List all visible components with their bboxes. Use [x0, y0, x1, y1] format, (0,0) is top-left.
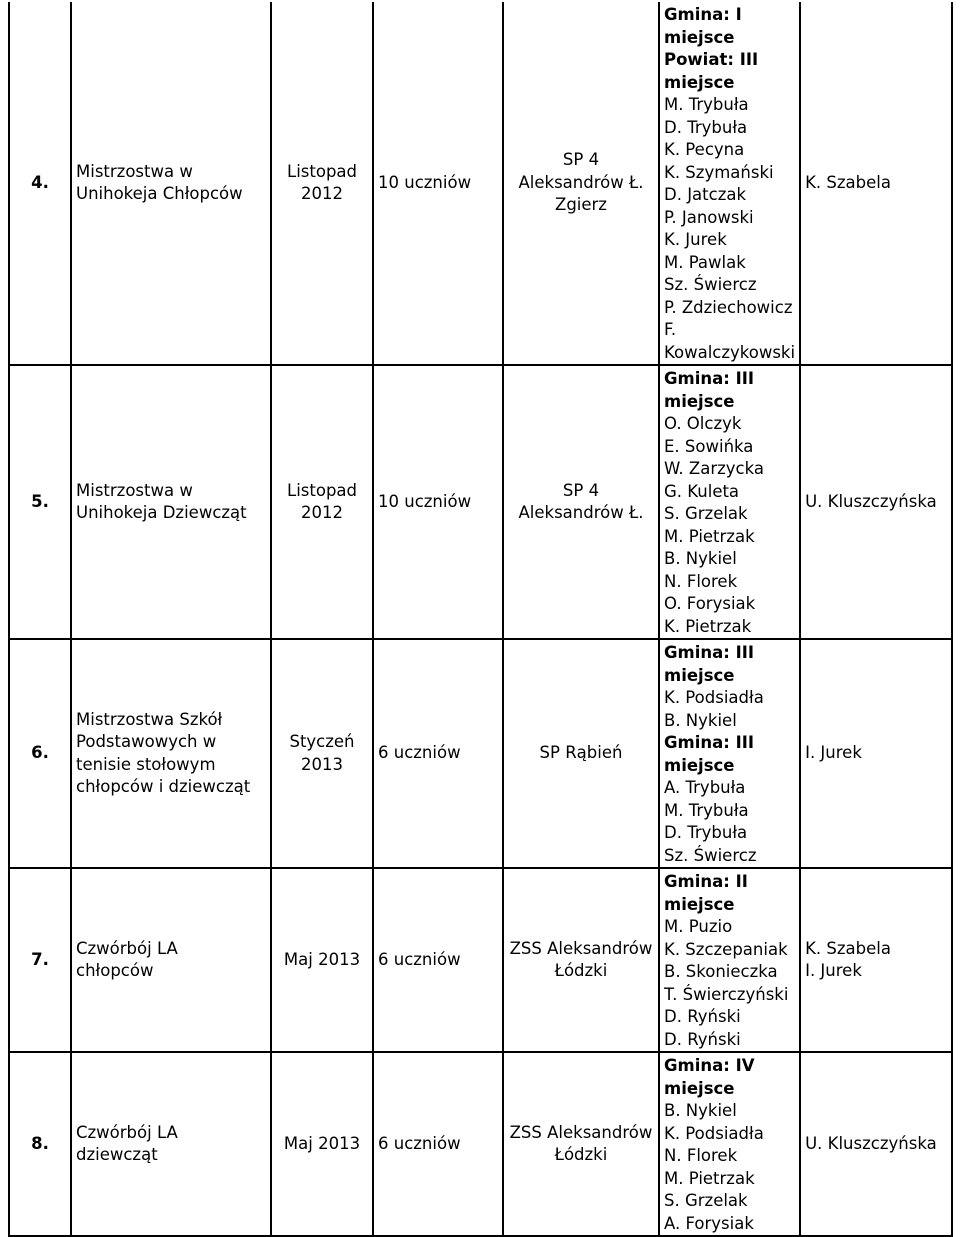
teacher-name	[800, 1052, 952, 1236]
participant-name: M. Pawlak	[664, 252, 746, 272]
event-date-text: Maj 2013	[283, 1133, 361, 1153]
event-date	[271, 365, 373, 639]
row-number-text: 7.	[31, 949, 49, 969]
event-location	[503, 639, 659, 868]
participant-name: M. Pietrzak	[664, 526, 755, 546]
teacher-name	[800, 365, 952, 639]
event-location	[503, 868, 659, 1052]
event-date	[271, 639, 373, 868]
event-name	[71, 365, 271, 639]
row-number	[9, 1052, 71, 1236]
event-location-text: SP 4 Aleksandrów Ł.	[518, 480, 644, 522]
competition-results-table	[8, 2, 953, 1237]
event-location	[503, 1052, 659, 1236]
results-cell	[659, 868, 800, 1052]
participant-name: F. Kowalczykowski	[664, 320, 796, 362]
participant-name: P. Janowski	[664, 207, 754, 227]
participant-name: W. Zarzycka	[664, 459, 764, 478]
participant-name: N. Florek	[664, 1146, 738, 1165]
row-number	[9, 2, 71, 365]
table-row	[9, 2, 952, 365]
participant-name: D. Ryński	[664, 1029, 741, 1049]
participant-name: D. Trybuła	[664, 117, 748, 137]
participant-count	[373, 2, 503, 365]
row-number	[9, 639, 71, 868]
event-name-text: Czwórbój LA dziewcząt	[76, 1122, 178, 1164]
event-name-text: Mistrzostwa Szkół Podstawowych w tenisie stołowym chłopców i dziewcząt	[76, 709, 251, 796]
event-name	[71, 1052, 271, 1236]
participant-name: K. Pecyna	[664, 140, 745, 159]
event-date	[271, 2, 373, 365]
participant-count-text: 10 uczniów	[378, 172, 472, 192]
participant-name: K. Podsiadła	[664, 688, 764, 707]
participant-count	[373, 365, 503, 639]
teacher-name-text: U. Kluszczyńska	[805, 1133, 937, 1153]
placement-heading: Gmina: II miejsce	[664, 872, 748, 914]
row-number-text: 6.	[31, 743, 49, 763]
participant-name: E. Sowińka	[664, 436, 754, 456]
teacher-name-text: U. Kluszczyńska	[805, 491, 937, 511]
event-location-text: SP Rąbień	[539, 743, 623, 763]
participant-name: M. Puzio	[664, 917, 733, 936]
table-row	[9, 868, 952, 1052]
event-name-text: Mistrzostwa w Unihokeja Dziewcząt	[76, 480, 247, 522]
placement-heading: Gmina: III miejsce	[664, 643, 755, 685]
participant-name: D. Ryński	[664, 1007, 741, 1026]
results-cell	[659, 639, 800, 868]
participant-name: S. Grzelak	[664, 504, 748, 523]
participant-name: M. Pietrzak	[664, 1168, 755, 1188]
participant-name: G. Kuleta	[664, 481, 740, 501]
participant-name: K. Podsiadła	[664, 1123, 764, 1143]
event-name-text: Czwórbój LA chłopców	[76, 938, 178, 980]
participant-count	[373, 868, 503, 1052]
event-location	[503, 2, 659, 365]
row-number-text: 5.	[31, 491, 49, 511]
participant-name: B. Nykiel	[664, 549, 737, 568]
participant-name: Sz. Świercz	[664, 845, 757, 865]
event-name	[71, 639, 271, 868]
teacher-name-text: I. Jurek	[805, 743, 862, 763]
row-number	[9, 365, 71, 639]
teacher-name-text: K. Szabela	[805, 172, 891, 192]
event-location	[503, 365, 659, 639]
participant-name: S. Grzelak	[664, 1191, 748, 1210]
participant-name: A. Trybuła	[664, 778, 746, 797]
participant-count-text: 6 uczniów	[378, 949, 461, 969]
participant-name: O. Olczyk	[664, 414, 742, 433]
participant-name: K. Jurek	[664, 230, 727, 249]
placement-heading: Gmina: III miejsce	[664, 733, 755, 775]
teacher-name	[800, 868, 952, 1052]
participant-name: K. Szymański	[664, 162, 774, 182]
participant-count	[373, 1052, 503, 1236]
participant-name: Sz. Świercz	[664, 275, 757, 294]
participant-count-text: 6 uczniów	[378, 743, 461, 763]
placement-heading: Gmina: III miejsce	[664, 369, 755, 411]
participant-name: T. Świerczyński	[664, 984, 789, 1004]
participant-count-text: 10 uczniów	[378, 491, 472, 511]
event-location-text: ZSS Aleksandrów Łódzki	[509, 938, 653, 980]
participant-name: N. Florek	[664, 571, 738, 591]
event-name	[71, 868, 271, 1052]
event-date	[271, 1052, 373, 1236]
participant-name: P. Zdziechowicz	[664, 297, 793, 317]
participant-count	[373, 639, 503, 868]
event-location-text: SP 4 Aleksandrów Ł. Zgierz	[518, 150, 644, 215]
teacher-name	[800, 2, 952, 365]
table-body	[9, 2, 952, 1236]
participant-name: B. Skonieczka	[664, 962, 778, 981]
table-row	[9, 1052, 952, 1236]
event-location-text: ZSS Aleksandrów Łódzki	[509, 1122, 653, 1164]
participant-name: D. Jatczak	[664, 185, 747, 204]
placement-heading: Gmina: IV miejsce	[664, 1056, 755, 1098]
participant-name: K. Szczepaniak	[664, 939, 788, 959]
participant-name: B. Nykiel	[664, 1101, 737, 1120]
results-cell	[659, 1052, 800, 1236]
teacher-name	[800, 639, 952, 868]
row-number-text: 8.	[31, 1133, 49, 1153]
table-row	[9, 639, 952, 868]
event-date-text: Styczeń 2013	[289, 732, 355, 774]
participant-name: M. Trybuła	[664, 800, 749, 820]
participant-count-text: 6 uczniów	[378, 1133, 461, 1153]
event-name	[71, 2, 271, 365]
participant-name: B. Nykiel	[664, 710, 737, 730]
event-date-text: Listopad 2012	[287, 480, 357, 522]
participant-name: K. Pietrzak	[664, 616, 752, 636]
row-number	[9, 868, 71, 1052]
placement-heading: Powiat: III miejsce	[664, 50, 759, 92]
row-number-text: 4.	[31, 172, 49, 192]
results-cell	[659, 2, 800, 365]
event-name-text: Mistrzostwa w Unihokeja Chłopców	[76, 161, 243, 203]
table-row	[9, 365, 952, 639]
participant-name: D. Trybuła	[664, 823, 748, 842]
event-date-text: Maj 2013	[283, 949, 361, 969]
participant-name: A. Forysiak	[664, 1213, 754, 1233]
teacher-name-text: K. Szabela I. Jurek	[805, 938, 891, 980]
event-date	[271, 868, 373, 1052]
results-cell	[659, 365, 800, 639]
event-date-text: Listopad 2012	[287, 161, 357, 203]
participant-name: M. Trybuła	[664, 95, 749, 114]
participant-name: O. Forysiak	[664, 594, 756, 613]
placement-heading: Gmina: I miejsce	[664, 5, 742, 47]
